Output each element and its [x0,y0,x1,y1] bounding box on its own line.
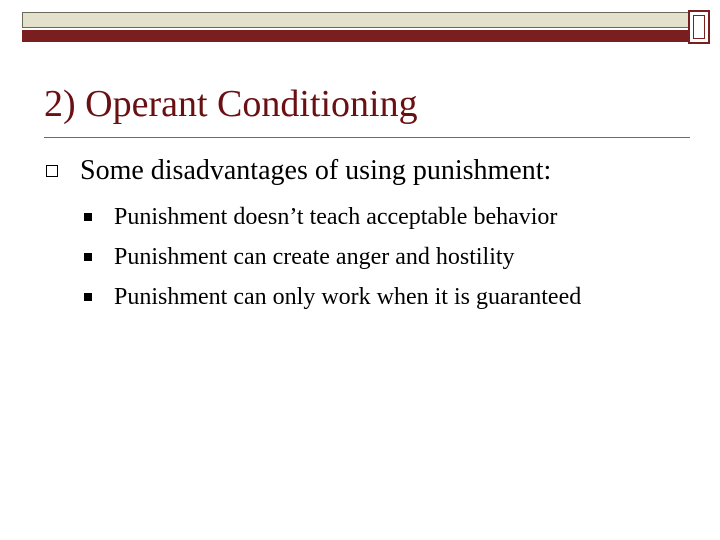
top-accent-bar [22,30,690,42]
slide-title: 2) Operant Conditioning [44,83,418,125]
corner-decoration [688,10,710,44]
title-divider [44,137,690,138]
sub-bullet-item [84,277,581,317]
sub-bullet-text: Punishment can only work when it is guaranteed [114,284,582,310]
filled-square-bullet-icon [84,213,92,221]
sub-bullet-text: Punishment can create anger and hostility [114,244,515,270]
top-decorative-band [22,12,690,28]
sub-bullet-item [84,237,581,277]
sub-bullet-text: Punishment doesn’t teach acceptable behavior [114,204,558,230]
sub-bullet-item [84,197,581,237]
filled-square-bullet-icon [84,293,92,301]
bullet-level1 [46,154,551,188]
filled-square-bullet-icon [84,253,92,261]
hollow-square-bullet-icon [46,165,58,177]
bullet-level1-text: Some disadvantages of using punishment: [80,155,552,186]
sub-bullet-list [84,197,581,317]
